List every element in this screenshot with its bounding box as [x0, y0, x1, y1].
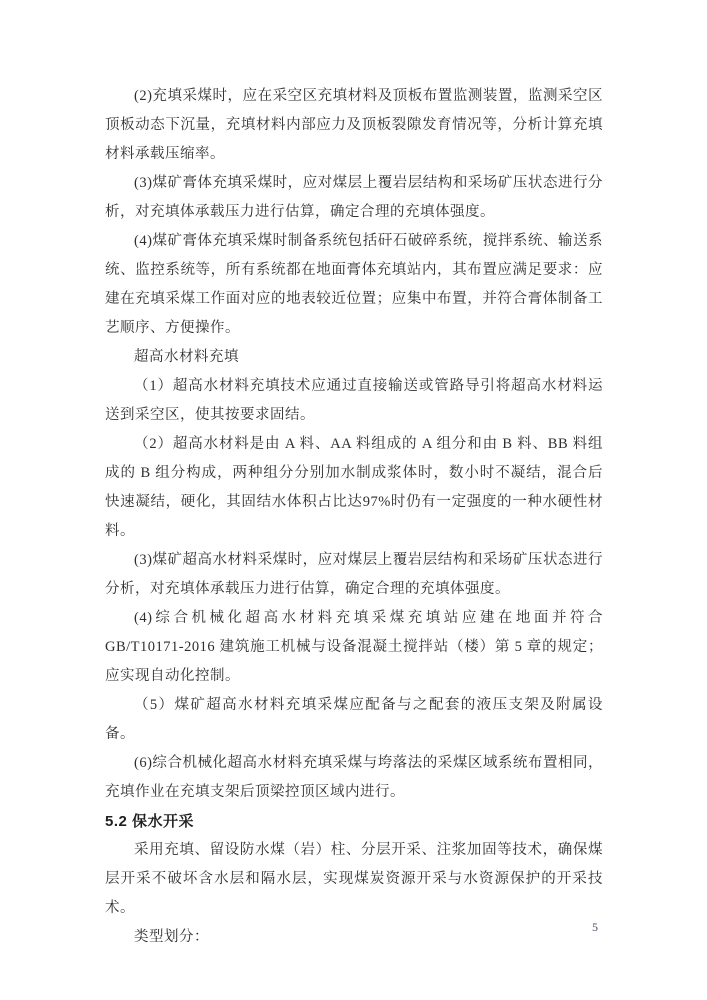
paragraph: 采用充填、留设防水煤（岩）柱、分层开采、注浆加固等技术，确保煤层开采不破坏含水层和隔水层，实现煤炭资源开采与水资源保护的开采技术。: [105, 842, 603, 916]
paragraph: （2）超高水材料是由 A 料、AA 料组成的 A 组分和由 B 料、BB 料组成的 B 组分构成，两种组分分别加水制成浆体时，数小时不凝结，混合后快速凝结，硬化，其固结水体积占比达97%时仍有一定强度的一种水硬性材料。: [105, 436, 603, 539]
paragraph: （1）超高水材料充填技术应通过直接输送或管路导引将超高水材料运送到采空区，使其按要求固结。: [105, 378, 603, 423]
paragraph: (6)综合机械化超高水材料充填采煤与垮落法的采煤区域系统布置相同，充填作业在充填支架后顶梁控顶区域内进行。: [105, 755, 603, 800]
paragraph: (2)充填采煤时，应在采空区充填材料及顶板布置监测装置，监测采空区顶板动态下沉量，充填材料内部应力及顶板裂隙发育情况等，分析计算充填材料承载压缩率。: [105, 88, 603, 162]
paragraph: (4)综合机械化超高水材料充填采煤充填站应建在地面并符合 GB/T10171-2016 建筑施工机械与设备混凝土搅拌站（楼）第 5 章的规定；应实现自动化控制。: [105, 610, 603, 684]
paragraph: （5）煤矿超高水材料充填采煤应配备与之配套的液压支架及附属设备。: [105, 697, 603, 742]
paragraph: (4)煤矿膏体充填采煤时制备系统包括矸石破碎系统，搅拌系统、输送系统、监控系统等，所有系统都在地面膏体充填站内，其布置应满足要求：应建在充填采煤工作面对应的地表较近位置；应集中布置，并符合膏体制备工艺顺序、方便操作。: [105, 233, 603, 336]
paragraph: (3)煤矿超高水材料采煤时，应对煤层上覆岩层结构和采场矿压状态进行分析，对充填体承载压力进行估算，确定合理的充填体强度。: [105, 552, 603, 597]
page-number: 5: [592, 920, 598, 934]
paragraph: 类型划分：: [134, 929, 209, 945]
document-body: [105, 82, 603, 952]
paragraph: (3)煤矿膏体充填采煤时，应对煤层上覆岩层结构和采场矿压状态进行分析，对充填体承载压力进行估算，确定合理的充填体强度。: [105, 175, 603, 220]
section-heading: 5.2 保水开采: [105, 813, 195, 830]
paragraph: 超高水材料充填: [134, 349, 239, 365]
